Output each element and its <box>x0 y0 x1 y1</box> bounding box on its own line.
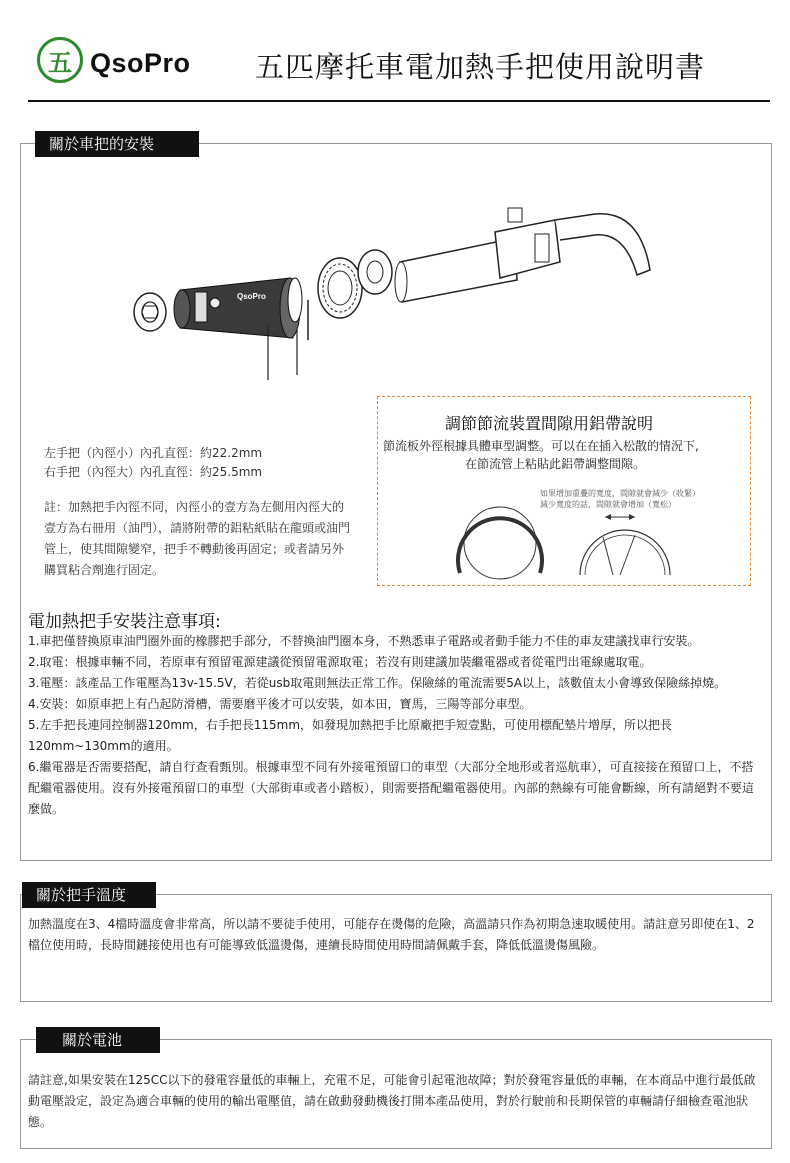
warning-item: 1.車把僅替換原車油門圈外面的橡膠把手部分，不替換油門圈本身，不熟悉車子電路或者動手能力不佳的車友建議找車行安裝。 <box>28 634 700 648</box>
warning-item: 5.左手把長連同控制器120mm，右手把長115mm，如發現加熱把手比原廠把手短壹點，可使用標配墊片增厚，所以把長120mm~130mm的適用。 <box>28 718 673 753</box>
brand-name: QsoPro <box>90 48 191 78</box>
install-note: 註：加熱把手內徑不同，內徑小的壹方為左側用內徑大的壹方為右冊用（油門），請將附帶的鋁粘紙貼在龍頭或油門管上，使其間隙變窄，把手不轉動後再固定；或者請另外購買粘合劑進行固定。 <box>44 500 351 577</box>
tape-title: 調節節流裝置間隙用鋁帶說明 <box>445 414 654 433</box>
logo-char: 五 <box>48 48 72 77</box>
tape-ring-icon <box>458 507 542 579</box>
end-cap-icon <box>134 293 166 331</box>
spec-left: 左手把（內徑小）內孔直徑：約22.2mm <box>44 446 263 460</box>
temperature-text: 加熱溫度在3、4檔時溫度會非常高，所以請不要徒手使用，可能存在燙傷的危險，高溫請只作為初期急速取暖使用。請註意另即使在1、2檔位使用時，長時間鏈接使用也有可能導致低溫燙傷，連續長時間使用時間請佩戴手套，降低低溫燙傷風險。 <box>28 917 755 952</box>
warnings-list <box>28 631 763 820</box>
warning-item: 6.繼電器是否需要搭配，請自行查看甄別。根據車型不同有外接電預留口的車型（大部分全地形或者巡航車），可直接接在預留口上，不搭配繼電器使用。沒有外接電預留口的車型（大部街車或者小踏板），則需要搭配繼電器使用。內部的熱線有可能會斷線，所有請絕對不要這麼做。 <box>28 760 755 816</box>
install-tab: 關於車把的安裝 <box>35 131 199 157</box>
tape-overlap-icon <box>580 514 670 575</box>
temperature-tab: 關於把手溫度 <box>22 882 156 908</box>
battery-tab: 關於電池 <box>36 1027 160 1053</box>
battery-text: 請註意,如果安裝在125CC以下的發電容量低的車輛上，充電不足，可能會引起電池故障；對於發電容量低的車輛，在本商品中進行最低啟動電壓設定，設定為適合車輛的使用的輸出電壓值，請在啟動發動機後打開本產品使用，對於行駛前和長期保管的車輛請仔細檢查電池狀態。 <box>28 1073 756 1129</box>
tape-line1: 節流板外徑根據具體車型調整。可以在在插入松散的情況下, <box>383 439 699 453</box>
heated-grip-icon <box>174 278 302 380</box>
throttle-ring-icon <box>318 258 362 318</box>
tape-caption2: 減少寬度的話，間隙就會增加（寬松） <box>540 500 676 509</box>
page-title: 五匹摩托車電加熱手把使用說明書 <box>255 50 706 84</box>
tape-caption1: 如果增加重疊的寬度，間隙就會減少（收緊） <box>540 489 700 498</box>
header-divider <box>28 100 770 102</box>
warning-item: 4.安裝：如原車把上有凸起防滑槽，需要磨平後才可以安裝，如本田，寶馬，三陽等部分車型。 <box>28 697 532 711</box>
warning-item: 2.取電：根據車輛不同，若原車有預留電源建議從預留電源取電；若沒有則建議加裝繼電器或者從電門出電線處取電。 <box>28 655 652 669</box>
logo-icon <box>37 37 83 83</box>
washer-icon <box>358 250 392 294</box>
grip-exploded-diagram <box>125 200 675 380</box>
tape-diagram <box>455 495 675 580</box>
grip-brand-label: QsoPro <box>237 292 266 301</box>
handlebar-icon <box>395 208 650 302</box>
warnings-title: 電加熱把手安裝注意事項: <box>28 612 221 632</box>
spec-right: 右手把（內徑大）內孔直徑：約25.5mm <box>44 465 263 479</box>
tape-line2: 在節流管上粘貼此鋁帶調整間隙。 <box>465 457 646 471</box>
warning-item: 3.電壓：該產品工作電壓為13v-15.5V，若從usb取電則無法正常工作。保險絲的電流需要5A以上，該數值太小會導致保險絲掉燒。 <box>28 676 727 690</box>
